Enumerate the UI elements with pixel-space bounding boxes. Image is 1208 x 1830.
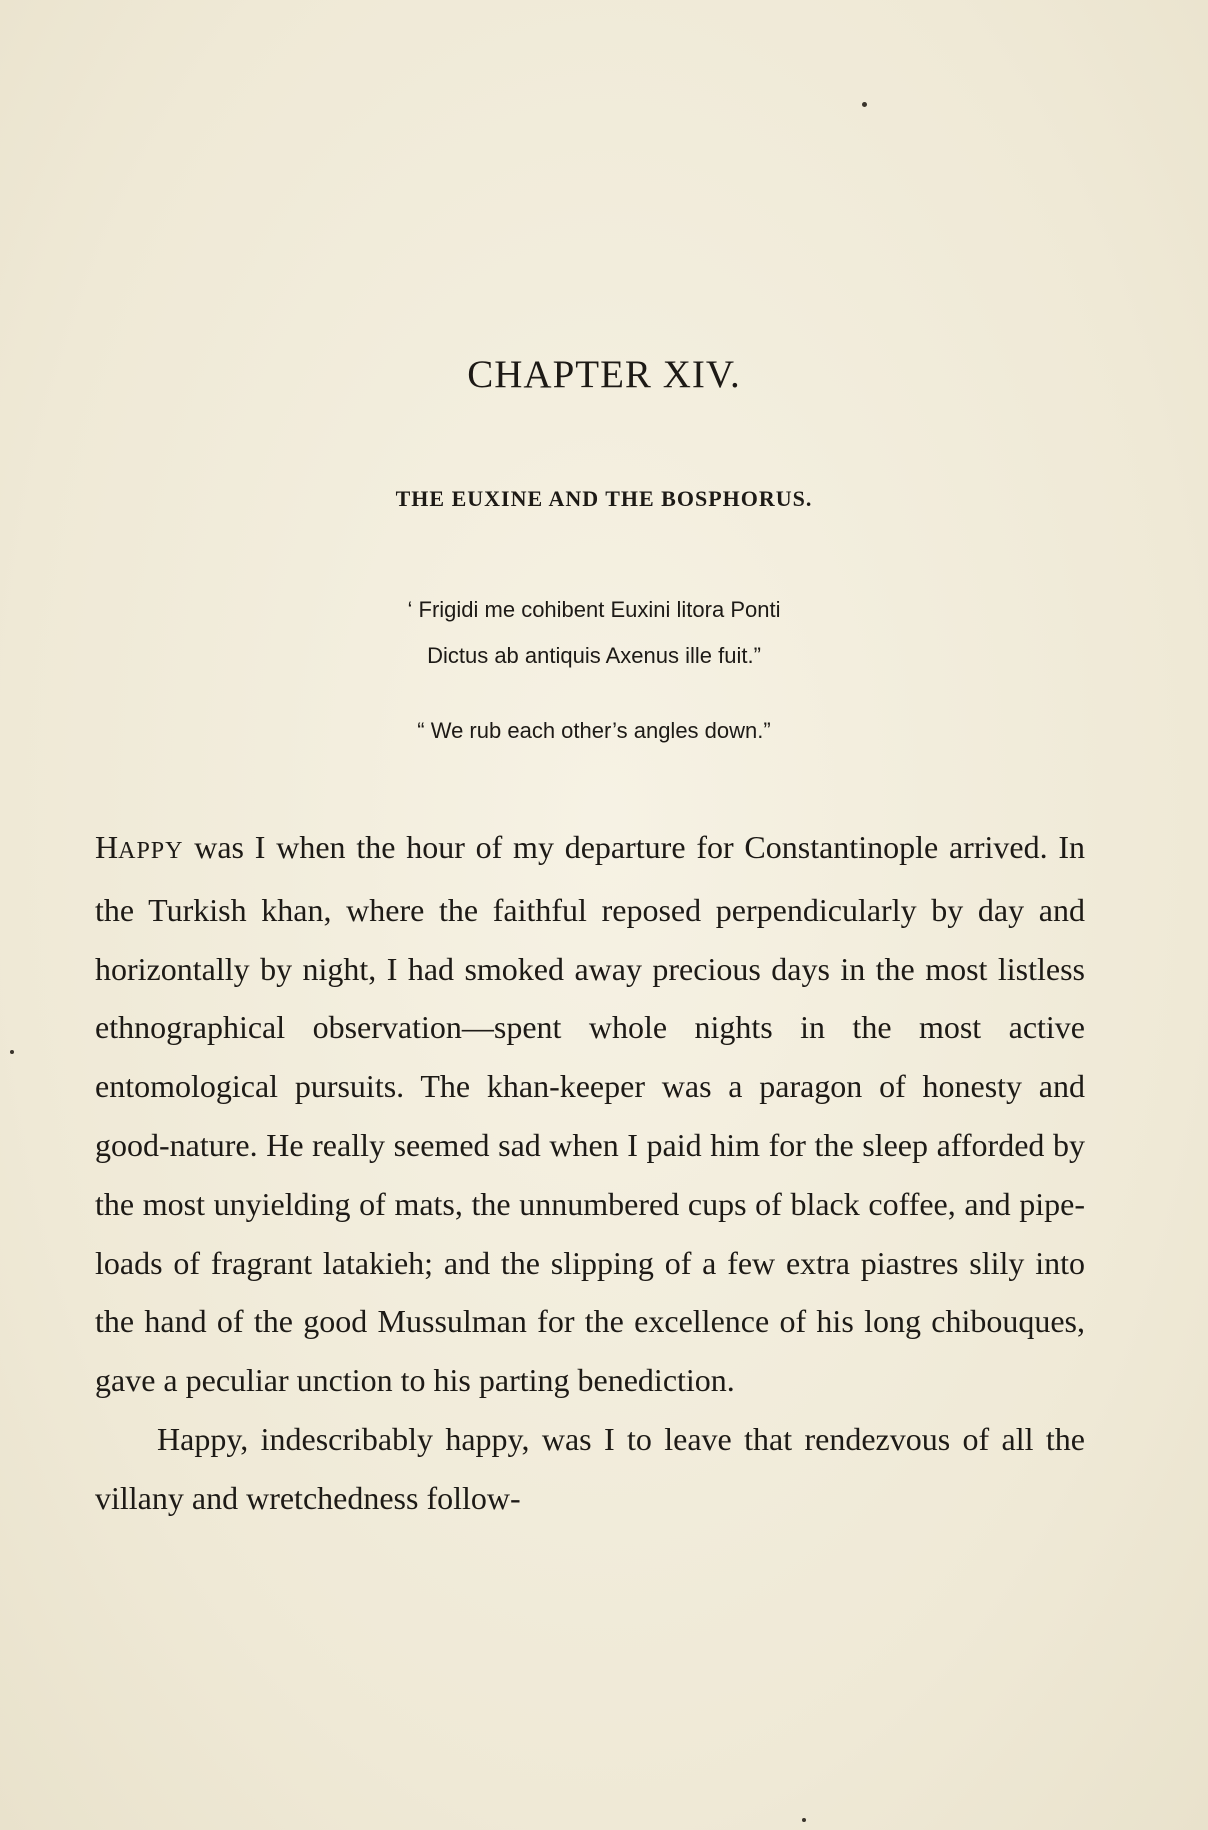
epigraph-line-2: Dictus ab antiquis Axenus ille fuit.” [427, 643, 761, 668]
epigraph-line-1: ‘ Frigidi me cohibent Euxini litora Ponti [407, 597, 781, 622]
body-text [95, 818, 1085, 1528]
chapter-title: CHAPTER XIV. [467, 353, 741, 396]
paragraph-1 [95, 818, 1085, 1410]
ink-speck [10, 1050, 14, 1054]
ink-speck [802, 1818, 806, 1822]
epigraph-line-3: “ We rub each other’s angles down.” [417, 718, 771, 743]
drop-letter: H [95, 829, 119, 865]
paragraph-1-text: was I when the hour of my departure for Constantinople arrived. In the Turkish khan, where the faithful reposed perpendicularly by day and horizontally by night, I had smoked away precious days in the most listless ethnographical observation—spent whole nights in the most active entomological pursuits. The khan-keeper was a paragon of honesty and good-nature. He really seemed sad when I paid him for the sleep afforded by the most unyielding of mats, the unnumbered cups of black coffee, and pipe-loads of fragrant latakieh; and the slipping of a few extra piastres slily into the hand of the good Mussulman for the excellence of his long chibouques, gave a peculiar unction to his parting benediction. [95, 829, 1085, 1399]
ink-speck [862, 102, 867, 107]
paragraph-2: Happy, indescribably happy, was I to leave that rendezvous of all the villany and wretchedness follow- [95, 1420, 1085, 1516]
small-caps-word: APPY [118, 838, 184, 864]
chapter-subtitle: THE EUXINE AND THE BOSPHORUS. [395, 486, 813, 511]
